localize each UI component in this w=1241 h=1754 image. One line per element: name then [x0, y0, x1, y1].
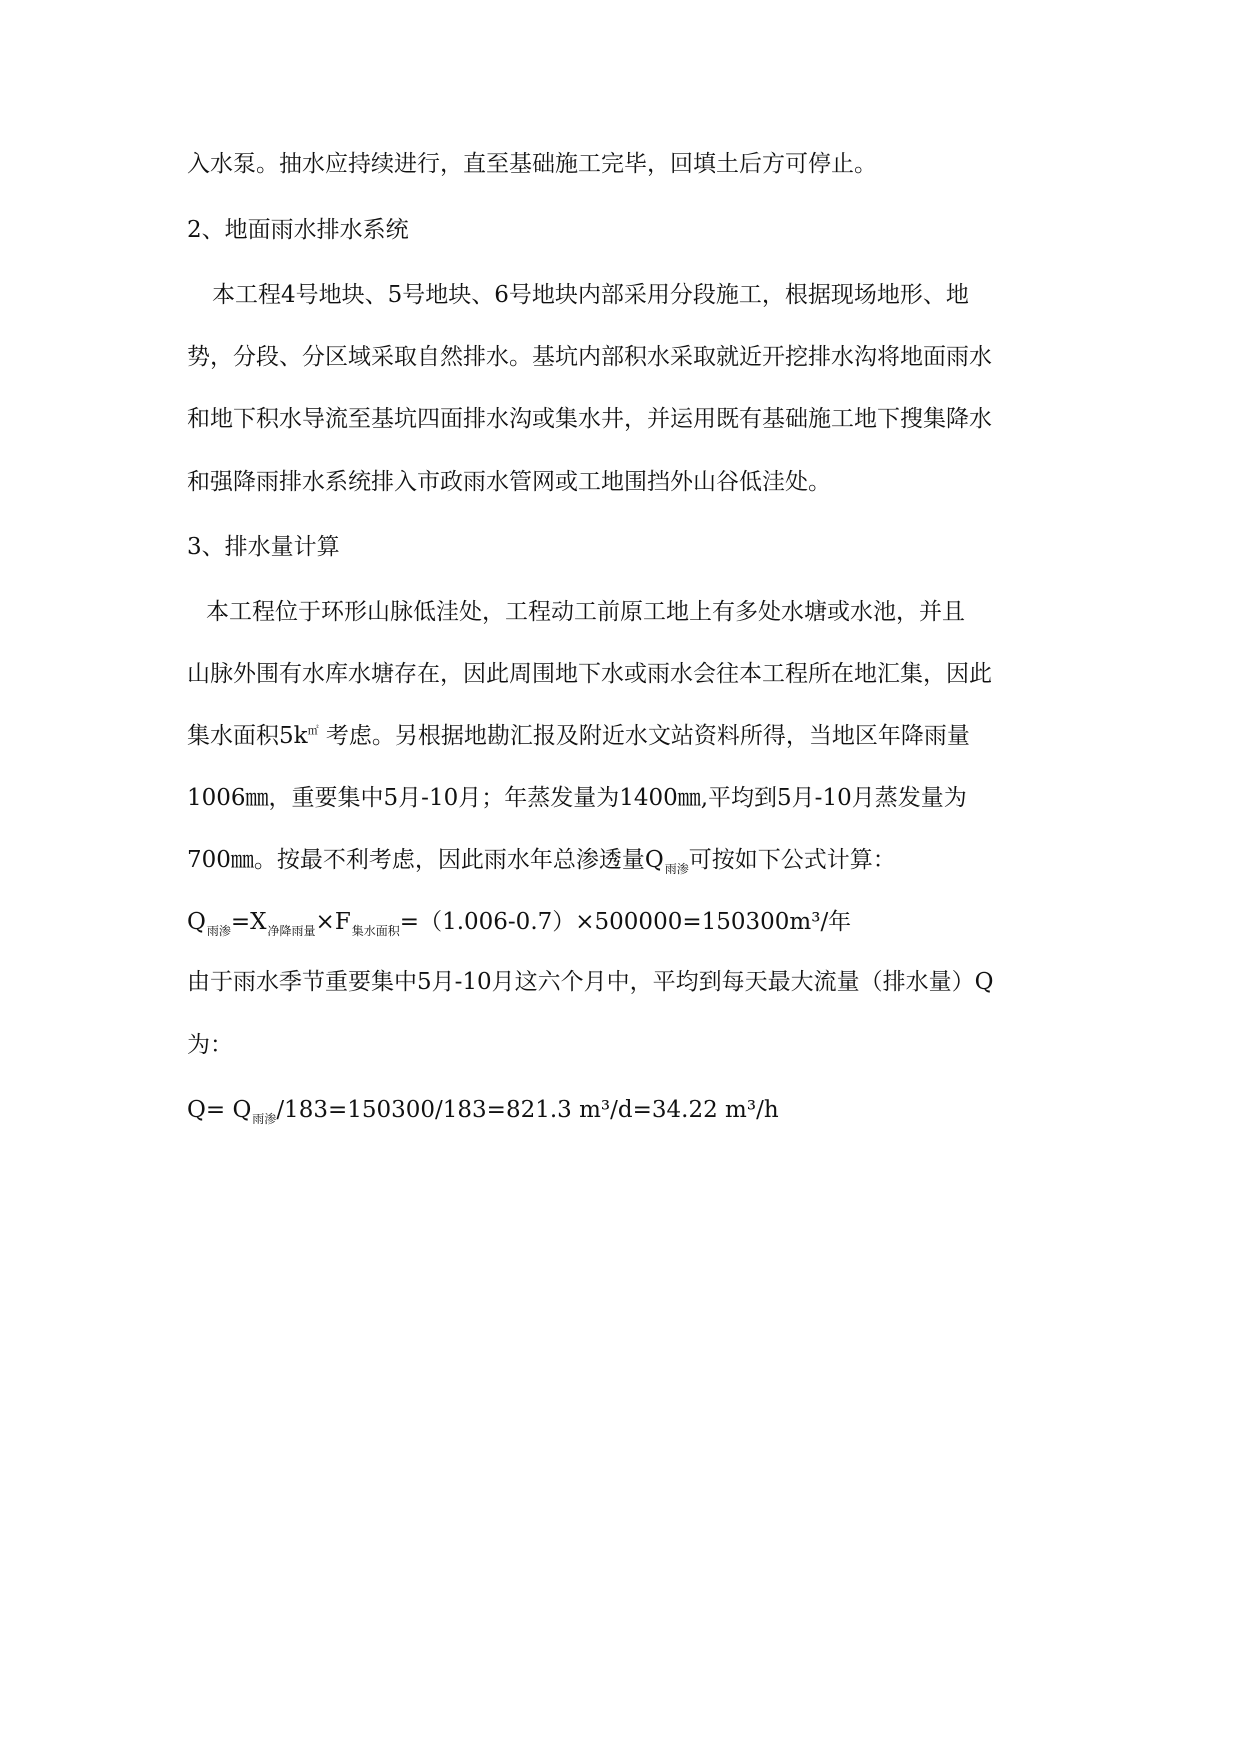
subscript: 雨渗 [664, 862, 689, 876]
unit: m³ [579, 1097, 611, 1123]
unit-superscript: ㎡ [307, 724, 319, 737]
paragraph-line: 势，分段、分区域采取自然排水。基坑内部积水采取就近开挖排水沟将地面雨水 [187, 344, 992, 370]
formula-line-2 [187, 1094, 1057, 1129]
formula-term: =X [230, 909, 267, 935]
formula-term: Q= Q [187, 1097, 252, 1123]
paragraph-line: 由于雨水季节重要集中5月-10月这六个月中，平均到每天最大流量（排水量）Q [187, 969, 994, 995]
subscript: 雨渗 [252, 1112, 277, 1126]
formula-line-1 [187, 906, 1057, 941]
section-heading-2: 2、地面雨水排水系统 [187, 217, 409, 243]
subscript: 净降雨量 [267, 924, 316, 938]
text-segment: 700㎜。按最不利考虑，因此雨水年总渗透量Q [187, 847, 664, 873]
text-segment: 集水面积5k [187, 723, 308, 749]
unit: m³ [789, 909, 821, 935]
section-heading-3: 3、排水量计算 [187, 534, 340, 560]
formula-term: ×F [315, 909, 351, 935]
unit: m³ [725, 1097, 757, 1123]
subscript: 雨渗 [206, 924, 231, 938]
paragraph-line: 为： [187, 1032, 233, 1058]
formula-term: =（1.006-0.7）×500000=150300 [399, 909, 790, 935]
paragraph-line: 和强降雨排水系统排入市政雨水管网或工地围挡外山谷低洼处。 [187, 469, 831, 495]
paragraph-line: 山脉外围有水库水塘存在，因此周围地下水或雨水会往本工程所在地汇集，因此 [187, 661, 992, 687]
formula-term: /d=34.22 [610, 1097, 726, 1123]
formula-term: /h [756, 1097, 779, 1123]
paragraph-line: 入水泵。抽水应持续进行，直至基础施工完毕，回填土后方可停止。 [187, 151, 877, 177]
paragraph-line [187, 844, 1057, 879]
paragraph-line: 本工程4号地块、5号地块、6号地块内部采用分段施工，根据现场地形、地 [212, 282, 969, 308]
formula-term: /年 [820, 909, 852, 935]
text-segment: 可按如下公式计算： [688, 847, 896, 873]
formula-term: /183=150300/183=821.3 [276, 1097, 580, 1123]
paragraph-line: 本工程位于环形山脉低洼处，工程动工前原工地上有多处水塘或水池，并且 [206, 599, 965, 625]
paragraph-line [187, 720, 1057, 756]
paragraph-line: 1006㎜，重要集中5月-10月；年蒸发量为1400㎜,平均到5月-10月蒸发量为 [187, 785, 967, 811]
text-segment: 考虑。另根据地勘汇报及附近水文站资料所得，当地区年降雨量 [325, 723, 970, 749]
paragraph-line: 和地下积水导流至基坑四面排水沟或集水井，并运用既有基础施工地下搜集降水 [187, 406, 992, 432]
subscript: 集水面积 [351, 924, 400, 938]
formula-term: Q [187, 909, 206, 935]
